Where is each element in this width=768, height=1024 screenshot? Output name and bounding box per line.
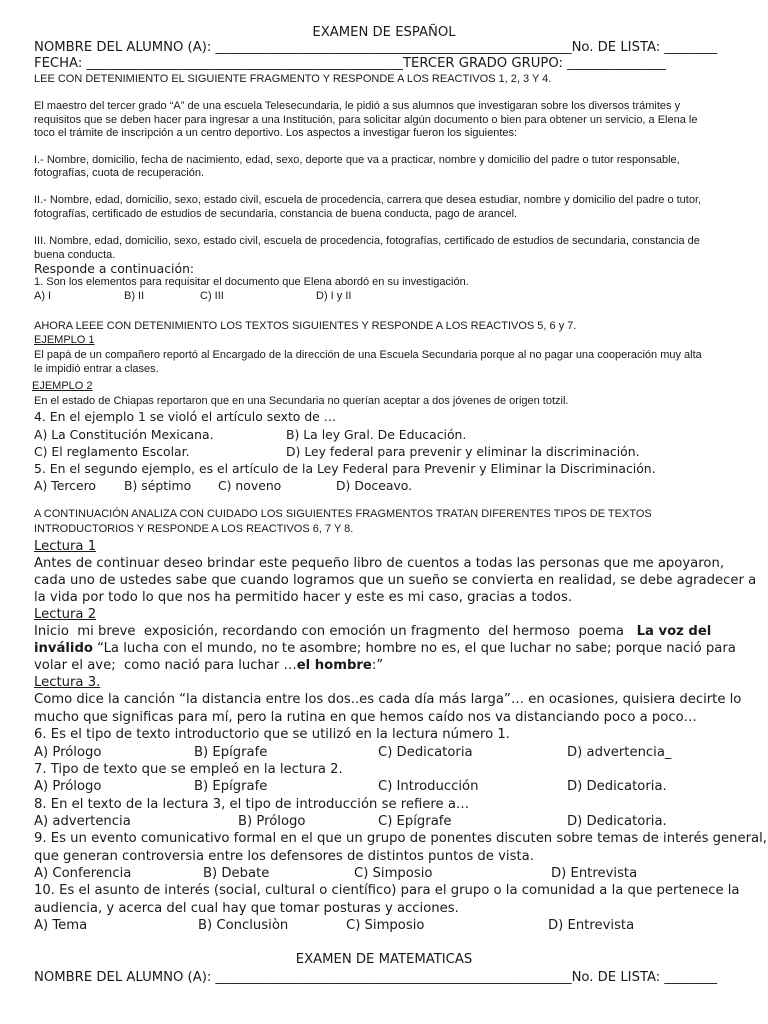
option-c: C) Epígrafe (378, 814, 452, 829)
lectura-2-text: :” (371, 658, 384, 673)
question-8: 8. En el texto de la lectura 3, el tipo de introducción se refiere a… (34, 797, 470, 812)
lectura-2-line (34, 658, 383, 673)
option-c: C) Introducción (378, 779, 479, 794)
question-1: 1. Son los elementos para requisitar el documento que Elena abordó en su investigación. (34, 276, 469, 288)
option-b: B) La ley Gral. De Educación. (286, 427, 467, 442)
question-5: 5. En el segundo ejemplo, es el artículo de la Ley Federal para Prevenir y Eliminar la Discriminación. (34, 461, 656, 476)
option-b: B) Epígrafe (194, 779, 268, 794)
lectura-2-text: volar el ave; como nació para luchar … (34, 658, 297, 673)
poem-emphasis: el hombre (296, 658, 372, 673)
lectura-2-line (34, 624, 711, 639)
lectura-1-line: Antes de continuar deseo brindar este pequeño libro de cuentos a todas las personas que me apoyaron, (34, 556, 725, 571)
paragraph-line: requisitos que se deben hacer para ingresar a una Institución, para solicitar algún documento o bien para obtener un servicio, a Elena le (34, 114, 698, 126)
option-a: A) advertencia (34, 814, 131, 829)
date-group-line: FECHA: ________________________________________________TERCER GRADO GRUPO: _______________ (34, 56, 667, 71)
option-a: A) Tema (34, 918, 88, 933)
paragraph-line: buena conducta. (34, 249, 116, 261)
paragraph-line: fotografías, certificado de estudios de secundaria, constancia de buena conducta, pago de arancel. (34, 208, 518, 220)
question-9: que generan controversia entre los defensores de distintos puntos de vista. (34, 849, 534, 864)
paragraph-line: III. Nombre, edad, domicilio, sexo, estado civil, escuela de procedencia, fotografías, certificado de estudios de secundaria, constancia de (34, 235, 700, 247)
question-10: audiencia, y acerca del cual hay que tomar posturas y acciones. (34, 901, 459, 916)
question-6: 6. Es el tipo de texto introductorio que se utilizó en la lectura número 1. (34, 727, 510, 742)
lectura-3-line: Como dice la canción “la distancia entre los dos..es cada día más larga”… en ocasiones, quisiera decirte lo (34, 692, 742, 707)
option-d: D) Ley federal para prevenir y eliminar la discriminación. (286, 444, 640, 459)
example-1-line: El papá de un compañero reportó al Encargado de la dirección de una Escuela Secundaria porque al no pagar una cooperación muy alta (34, 349, 702, 361)
option-a: A) Prólogo (34, 779, 102, 794)
question-7: 7. Tipo de texto que se empleó en la lectura 2. (34, 762, 343, 777)
example-1-label: EJEMPLO 1 (34, 334, 95, 346)
paragraph-line: El maestro del tercer grado “A” de una escuela Telesecundaria, le pidió a sus alumnos que investigaran sobre los diversos trámites y (34, 100, 681, 112)
question-9: 9. Es un evento comunicativo formal en el que un grupo de ponentes discuten sobre temas de interés general, (34, 831, 767, 846)
poem-title: La voz del (636, 624, 712, 639)
option-a: A) La Constitución Mexicana. (34, 427, 214, 442)
option-d: D) Entrevista (551, 866, 638, 881)
lectura-3-line: mucho que significas para mí, pero la rutina en que hemos caído nos va distanciando poco a poco… (34, 710, 697, 725)
option-b: B) séptimo (124, 478, 192, 493)
option-d: D) I y II (316, 290, 352, 302)
option-b: B) Debate (203, 866, 270, 881)
example-2-line: En el estado de Chiapas reportaron que en una Secundaria no querían aceptar a dos jóvenes de origen totzil. (34, 395, 569, 407)
section3-instruction: A CONTINUACIÓN ANALIZA CON CUIDADO LOS SIGUIENTES FRAGMENTOS TRATAN DIFERENTES TIPOS DE TEXTOS (34, 508, 652, 520)
option-c: C) El reglamento Escolar. (34, 444, 190, 459)
option-d: D) Dedicatoria. (567, 779, 667, 794)
option-b: B) Epígrafe (194, 745, 268, 760)
option-c: C) III (200, 290, 224, 302)
poem-title: inválido (34, 641, 93, 656)
lectura-2-line (34, 641, 736, 656)
section2-instruction: AHORA LEEE CON DETENIMIENTO LOS TEXTOS SIGUIENTES Y RESPONDE A LOS REACTIVOS 5, 6 y 7. (34, 320, 577, 332)
lectura-3-label: Lectura 3. (34, 675, 101, 690)
exam-title: EXAMEN DE ESPAÑOL (312, 25, 456, 40)
option-b: B) Conclusiòn (198, 918, 289, 933)
paragraph-line: fotografías, cuota de recuperación. (34, 167, 204, 179)
option-a: A) Tercero (34, 478, 96, 493)
option-c: C) Dedicatoria (378, 745, 473, 760)
option-c: C) noveno (218, 478, 282, 493)
option-a: A) Prólogo (34, 745, 102, 760)
option-a: A) Conferencia (34, 866, 132, 881)
option-c: C) Simposio (354, 866, 433, 881)
option-d: D) advertencia_ (567, 745, 672, 760)
lectura-2-text: Inicio mi breve exposición, recordando con emoción un fragmento del hermoso poema (34, 624, 637, 639)
option-b: B) Prólogo (238, 814, 306, 829)
lectura-2-label: Lectura 2 (34, 607, 97, 622)
option-c: C) Simposio (346, 918, 425, 933)
option-a: A) I (34, 290, 52, 302)
option-d: D) Dedicatoria. (567, 814, 667, 829)
example-2-label: EJEMPLO 2 (32, 380, 93, 392)
lectura-1-line: cada uno de ustedes sabe que cuando logramos que un sueño se convierta en realidad, se debe agradecer a (34, 573, 757, 588)
student-name-line: NOMBRE DEL ALUMNO (A): ______________________________________________________No. DE LISTA: ________ (34, 40, 718, 55)
section3-instruction: INTRODUCTORIOS Y RESPONDE A LOS REACTIVOS 6, 7 Y 8. (34, 523, 354, 535)
math-student-name-line: NOMBRE DEL ALUMNO (A): ______________________________________________________No. DE LISTA: ________ (34, 970, 718, 985)
lectura-1-line: la vida por todo lo que nos ha permitido hacer y este es mi caso, gracias a todos. (34, 590, 573, 605)
section1-instruction: LEE CON DETENIMIENTO EL SIGUIENTE FRAGMENTO Y RESPONDE A LOS REACTIVOS 1, 2, 3 Y 4. (34, 73, 552, 85)
paragraph-line: toco el trámite de inscripción a un centro deportivo. Los aspectos a investigar fueron los siguientes: (34, 127, 518, 139)
lectura-2-text: “La lucha con el mundo, no te asombre; hombre no es, el que luchar no sabe; porque nació para (92, 641, 736, 656)
paragraph-line: I.- Nombre, domicilio, fecha de nacimiento, edad, sexo, deporte que va a practicar, nombre y domicilio del padre o tutor responsable, (34, 154, 680, 166)
question-10: 10. Es el asunto de interés (social, cultural o científico) para el grupo o la comunidad a la que pertenece la (34, 883, 740, 898)
option-d: D) Entrevista (548, 918, 635, 933)
option-b: B) II (124, 290, 145, 302)
lectura-1-label: Lectura 1 (34, 539, 97, 554)
respond-label: Responde a continuación: (34, 261, 195, 276)
paragraph-line: II.- Nombre, edad, domicilio, sexo, estado civil, escuela de procedencia, carrera que desea estudiar, nombre y domicilio del padre o tutor, (34, 194, 702, 206)
question-4: 4. En el ejemplo 1 se violó el artículo sexto de … (34, 409, 337, 424)
math-exam-title: EXAMEN DE MATEMATICAS (295, 952, 473, 967)
example-1-line: le impidió entrar a clases. (34, 363, 159, 375)
option-d: D) Doceavo. (336, 478, 413, 493)
